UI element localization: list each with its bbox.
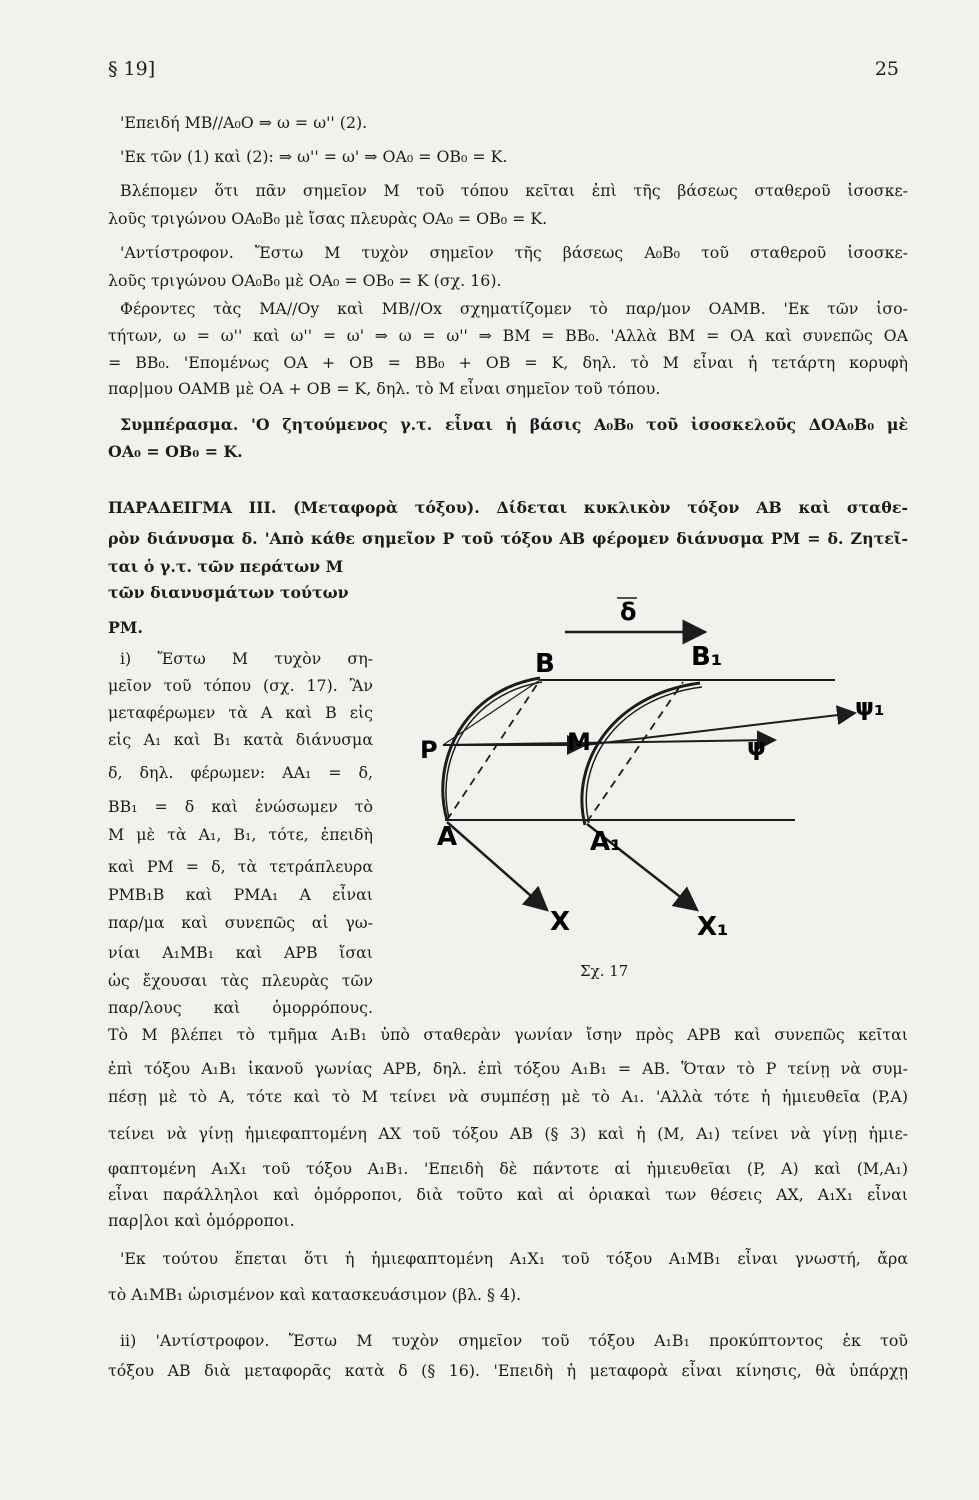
text-line: φαπτομένη A₁X₁ τοῦ τόξου A₁B₁. 'Επειδὴ δὲ πάντοτε αἱ ἡμιευθεῖαι (P, A) καὶ (M,A₁) (108, 1159, 908, 1178)
text-line: δ, δηλ. φέρωμεν: AA₁ = δ, (108, 763, 373, 782)
text-line: ἐπὶ τόξου A₁B₁ ἱκανοῦ γωνίας APB, δηλ. ἐπὶ τόξου A₁B₁ = AB. Ὅταν τὸ P τείνῃ νὰ συμ- (108, 1059, 908, 1078)
text-line: 'Εκ τῶν (1) καὶ (2): ⇒ ω'' = ω' ⇒ OA₀ = OB₀ = K. (120, 147, 508, 166)
text-line: τῶν διανυσμάτων τούτων (108, 583, 349, 602)
text-line: μεταφέρωμεν τὰ A καὶ B εἰς (108, 703, 373, 722)
label-M: M (567, 728, 591, 756)
label-psi: ψ (747, 733, 767, 761)
text-line: Τὸ M βλέπει τὸ τμῆμα A₁B₁ ὑπὸ σταθερὰν γωνίαν ἴσην πρὸς APB καὶ συνεπῶς κεῖται (108, 1025, 908, 1044)
text-line: λοῦς τριγώνου OA₀B₀ μὲ ἴσας πλευρὰς OA₀ = OB₀ = K. (108, 209, 548, 228)
text-line: πέσῃ μὲ τὸ A, τότε καὶ τὸ M τείνει νὰ συμπέσῃ μὲ τὸ A₁. 'Αλλὰ τότε ἡ ἡμιευθεῖα (P,A) (108, 1087, 908, 1106)
label-P: P (420, 736, 438, 764)
text-line: PM. (108, 618, 143, 637)
arc-A1B1 (582, 683, 700, 825)
text-line: = BB₀. 'Επομένως OA + OB = BB₀ + OB = K, δηλ. τὸ M εἶναι ἡ τετάρτη κορυφὴ (108, 353, 908, 372)
label-A1: A₁ (590, 827, 622, 857)
text-line: OA₀ = OB₀ = K. (108, 442, 243, 461)
label-B: B (535, 649, 555, 679)
text-line: ται ὁ γ.τ. τῶν περάτων M (108, 557, 344, 576)
figure-17 (415, 590, 905, 1000)
label-X1: X₁ (697, 912, 729, 942)
text-line: 'Εκ τούτου ἕπεται ὅτι ἡ ἡμιεφαπτομένη A₁X₁ τοῦ τόξου A₁MB₁ εἶναι γνωστή, ἄρα (120, 1249, 908, 1268)
text-line: τόξου AB διὰ μεταφορᾶς κατὰ δ (§ 16). 'Επειδὴ ἡ μεταφορὰ εἶναι κίνησις, θὰ ὑπάρχῃ (108, 1361, 908, 1380)
label-psi1: ψ₁ (855, 693, 885, 721)
text-line: παρ|μου OAMB μὲ OA + OB = K, δηλ. τὸ M εἶναι σημεῖον τοῦ τόπου. (108, 379, 661, 398)
label-B1: B₁ (691, 642, 723, 672)
delta-label: δ (620, 598, 637, 626)
example-heading: ΠΑΡΑΔΕΙΓΜΑ III. (Μεταφορὰ τόξου). Δίδεται κυκλικὸν τόξον AB καὶ σταθε- (108, 498, 908, 517)
page-number: 25 (874, 58, 899, 80)
arc-AB (443, 678, 540, 820)
text-line: τήτων, ω = ω'' καὶ ω'' = ω' ⇒ ω = ω'' ⇒ BM = BB₀. 'Αλλὰ BM = OA καὶ συνεπῶς OA (108, 326, 908, 345)
text-line: Φέροντες τὰς MA//Oy καὶ MB//Ox σχηματίζομεν τὸ παρ/μον OAMB. 'Εκ τῶν ἰσο- (120, 299, 908, 318)
text-line: καὶ PM = δ, τὰ τετράπλευρα (108, 857, 373, 876)
text-line: εἶναι παράλληλοι καὶ ὁμόρροποι, διὰ τοῦτο καὶ αἱ ὁριακαὶ των θέσεις AX, A₁X₁ εἶναι (108, 1185, 908, 1204)
label-A: A (437, 822, 458, 852)
text-line: ὡς ἔχουσαι τὰς πλευρὰς τῶν (108, 971, 373, 990)
text-line: μεῖον τοῦ τόπου (σχ. 17). Ἂν (108, 676, 373, 695)
text-line: ρὸν διάνυσμα δ. 'Απὸ κάθε σημεῖον P τοῦ τόξου AB φέρομεν διάνυσμα PM = δ. Ζητεῖ- (108, 529, 908, 548)
page-header (108, 58, 899, 88)
section-marker: § 19] (108, 58, 156, 80)
label-X: X (550, 907, 571, 937)
text-line: τὸ A₁MB₁ ὡρισμένον καὶ κατασκευάσιμον (βλ. § 4). (108, 1285, 522, 1304)
text-line: παρ/μα καὶ συνεπῶς αἱ γω- (108, 913, 373, 932)
text-line: BB₁ = δ καὶ ἑνώσωμεν τὸ (108, 797, 373, 816)
text-line: M μὲ τὰ A₁, B₁, τότε, ἐπειδὴ (108, 825, 373, 844)
ray-AX (447, 822, 547, 910)
text-line: i) Ἔστω M τυχὸν ση- (120, 649, 373, 668)
text-line: νίαι A₁MB₁ καὶ APB ἴσαι (108, 943, 373, 962)
text-line: εἰς A₁ καὶ B₁ κατὰ διάνυσμα (108, 730, 373, 749)
text-line: 'Επειδή MB//A₀O ⇒ ω = ω'' (2). (120, 113, 368, 132)
text-line: λοῦς τριγώνου OA₀B₀ μὲ OA₀ = OB₀ = K (σχ. 16). (108, 271, 502, 290)
text-line: 'Αντίστροφον. Ἔστω M τυχὸν σημεῖον τῆς βάσεως A₀B₀ τοῦ σταθεροῦ ἰσοσκε- (120, 243, 908, 262)
text-line: παρ/λους καὶ ὁμορρόπους. (108, 998, 373, 1017)
text-line: ii) 'Αντίστροφον. Ἔστω M τυχὸν σημεῖον τοῦ τόξου A₁B₁ προκύπτοντος ἐκ τοῦ (120, 1331, 908, 1350)
text-line: τείνει νὰ γίνῃ ἡμιεφαπτομένη AX τοῦ τόξου AB (§ 3) καὶ ἡ (M, A₁) τείνει νὰ γίνῃ ἡμιε- (108, 1124, 908, 1143)
text-line: PMB₁B καὶ PMA₁ A εἶναι (108, 885, 373, 904)
figure-caption: Σχ. 17 (580, 962, 629, 980)
text-line: Βλέπομεν ὅτι πᾶν σημεῖον M τοῦ τόπου κεῖται ἐπὶ τῆς βάσεως σταθεροῦ ἰσοσκε- (120, 181, 908, 200)
text-line: Συμπέρασμα. 'Ο ζητούμενος γ.τ. εἶναι ἡ βάσις A₀B₀ τοῦ ἰσοσκελοῦς ΔOA₀B₀ μὲ (120, 415, 908, 434)
text-line: παρ|λοι καὶ ὁμόρροποι. (108, 1211, 295, 1230)
